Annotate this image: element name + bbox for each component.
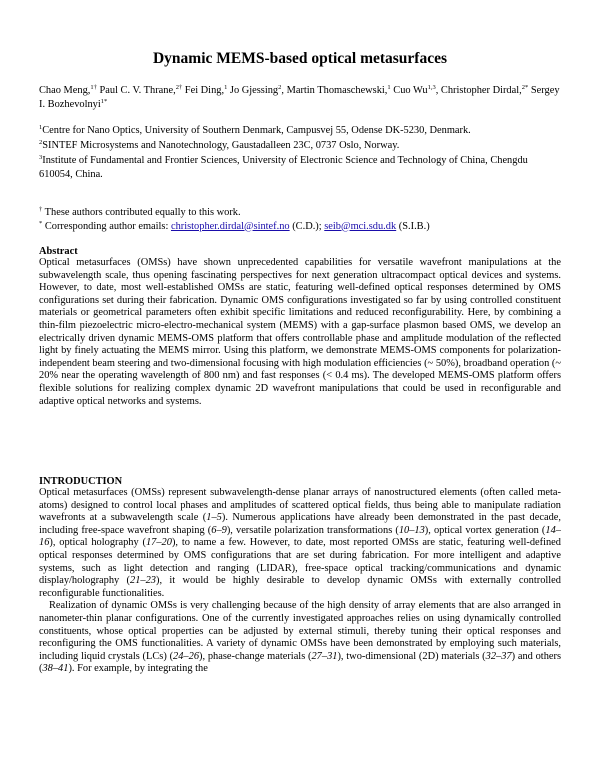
citation: 24–26 — [173, 650, 200, 662]
citation: 38–41 — [42, 663, 69, 675]
author: Cuo Wu$^{1,3}$, — [393, 84, 441, 96]
author: Jo Gjessing$^2$, — [229, 84, 287, 96]
author: Fei Ding,$^1$ — [184, 84, 228, 96]
abstract-section — [39, 246, 561, 408]
author: Sergey I. Bozhevolnyi$^{1*}$ — [39, 85, 560, 110]
affiliation: $^1$Centre for Nano Optics, University of Southern Denmark, Campusvej 55, Odense DK-5230, Denmark. — [39, 124, 471, 136]
affiliation: $^3$Institute of Fundamental and Frontier Sciences, University of Electronic Science and Technology of China, Chengdu 610054, China. — [39, 154, 528, 180]
citation: 17–20 — [145, 537, 172, 549]
citation: 14–16 — [39, 524, 561, 549]
citation: 10–13 — [398, 524, 425, 536]
affiliation-list — [39, 124, 561, 183]
abstract-heading: Abstract — [39, 246, 78, 257]
paper-title: Dynamic MEMS-based optical metasurfaces — [152, 50, 448, 67]
author-list — [39, 84, 561, 112]
intro-paragraph-2: Realization of dynamic OMSs is very challenging because of the high density of array elements that are also arranged in nanometer-thin planar configurations. One of the currently investigated approaches relies on using dynamically controlled constituents, whose optical properties can be adjusted by external stimuli, thereby tuning their optical responses and reconfiguring the OMS functionalities. A variety of dynamic OMSs have been demonstrated by employing such materials, including liquid crystals (LCs) (24–26), phase-change materials (27–31), two-dimensional (2D) materials (32–37) and others (38–41). For example, by integrating the — [39, 600, 562, 675]
introduction-section — [39, 476, 561, 676]
abstract-text: Optical metasurfaces (OMSs) have shown unprecedented capabilities for versatile wavefront manipulations at the subwavelength scale, thus opening fascinating perspectives for next generation ultracompact optical devices and systems. However, to date, most well-established OMSs are static, featuring well-defined optical responses determined by OMS configurations set during their fabrication. Dynamic OMS configurations investigated so far by using controlled constituent materials or geometrical parameters often exhibit specific limitations and reduced reconfigurability. Here, by combining a thin-film piezoelectric micro-electro-mechanical system (MEMS) with a gap-surface plasmon based OMS, we develop an electrically driven dynamic MEMS-OMS platform that offers controllable phase and amplitude modulation of the reflected light by finely actuating the MEMS mirror. Using this platform, we demonstrate MEMS-OMS components for polarization-independent beam steering and two-dimensional focusing with high modulation efficiencies (~ 50%), broadband operation (~ 20% near the operating wavelength of 800 nm) and fast responses (< 0.4 ms). The developed MEMS-OMS platform offers flexible solutions for realizing complex dynamic 2D wavefront manipulations that could be used in reconfigurable and adaptive optical networks and systems. — [39, 257, 561, 407]
author: Christopher Dirdal,$^{2*}$ — [440, 84, 529, 96]
author: Martin Thomaschewski,$^1$ — [286, 84, 391, 96]
citation: 6–9 — [211, 524, 227, 536]
author: Paul C. V. Thrane,$^{2\dagger}$ — [99, 84, 183, 96]
introduction-heading: INTRODUCTION — [39, 476, 123, 487]
author-notes — [39, 206, 561, 233]
email-link-dirdal[interactable]: christopher.dirdal@sintef.no — [170, 220, 290, 232]
equal-contribution-note: † These authors contributed equally to this work. — [39, 206, 241, 218]
citation: 27–31 — [311, 650, 338, 662]
citation: 21–23 — [130, 575, 156, 587]
email-link-bozhevolnyi[interactable]: seib@mci.sdu.dk — [324, 220, 397, 232]
author: Chao Meng,$^{1\dagger}$ — [39, 84, 97, 96]
corresponding-author-note: * Corresponding author emails: christopher.dirdal@sintef.no (C.D.); seib@mci.sdu.dk (S.I.B.) — [39, 219, 430, 232]
affiliation: $^2$SINTEF Microsystems and Nanotechnology, Gaustadalleen 23C, 0737 Oslo, Norway. — [39, 139, 400, 151]
intro-paragraph-1: Optical metasurfaces (OMSs) represent subwavelength-dense planar arrays of nanostructured elements (often called meta-atoms) designed to control local phases and amplitudes of scattered optical fields, thus being able to manipulate radiation wavefronts at a subwavelength scale (1–5). Numerous applications have already been demonstrated in the past decade, including free-space wavefront shaping (6–9), versatile polarization transformations (10–13), optical vortex generation (14–16), optical holography (17–20), to name a few. However, to date, most reported OMSs are static, featuring well-defined optical responses determined by OMS configurations that are set during fabrication. For more intelligent and adaptive systems, such as light detection and ranging (LIDAR), free-space optical tracking/communications and dynamic display/holography (21–23), it would be highly desirable to develop dynamic OMSs with externally controlled reconfigurable functionalities. — [39, 487, 561, 599]
citation: 32–37 — [485, 650, 512, 662]
citation: 1–5 — [206, 512, 222, 524]
